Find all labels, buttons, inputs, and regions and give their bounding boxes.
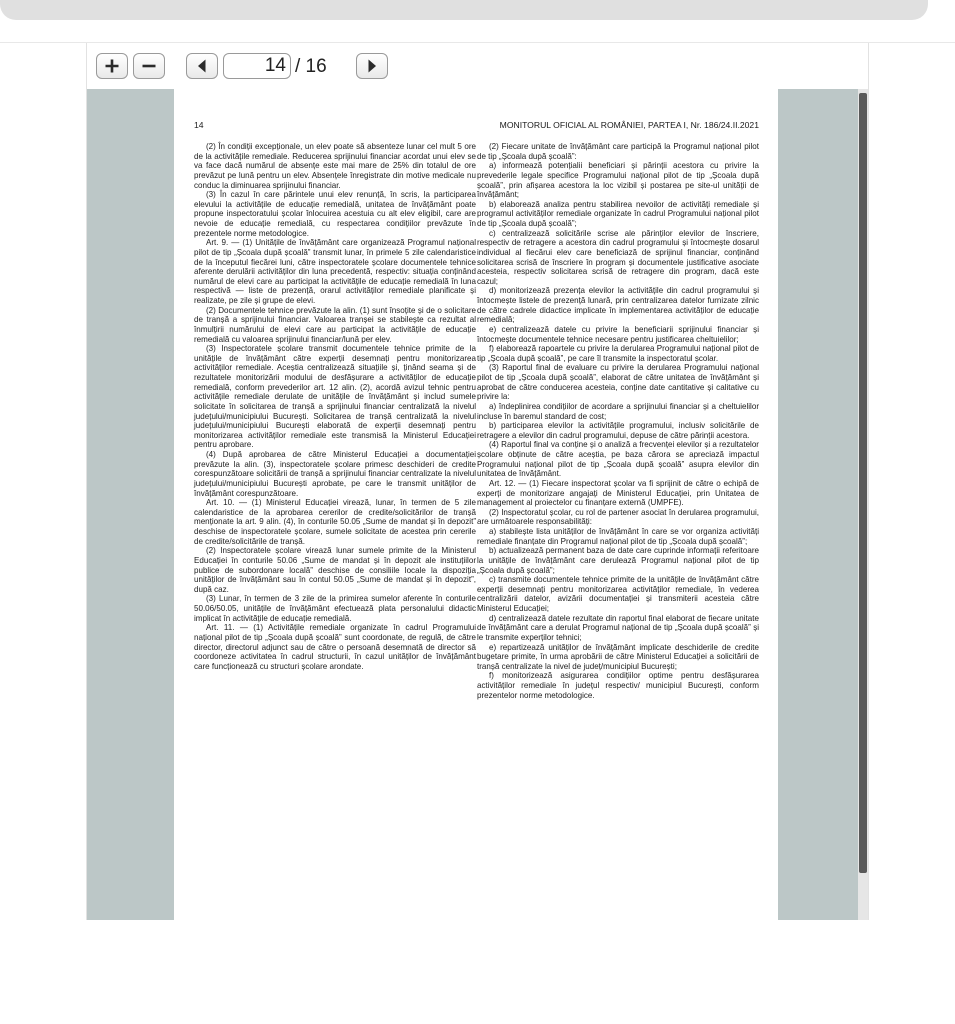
- paragraph: (3) Raportul final de evaluare cu privire la derularea Programului național pilot de tip „Școala după școală”, elaborat de către unitatea de învățământ și aprobat de către conducerea acesteia, conține date cantitative și calitative cu privire la:: [477, 363, 759, 402]
- triangle-right-icon: [365, 58, 379, 74]
- paragraph: Art. 9. — (1) Unitățile de învățământ care organizează Programul național pilot de tip „Școala după școală” transmit lunar, în primele 5 zile calendaristice de la începutul fiecărei luni, către inspectoratele școlare documentele tehnice aferente derulării activităților din luna precedentă, respectiv: situația conținând numărul de elevi care au participat la activitățile de educație remedială în luna respectivă — liste de prezență, orarul activităților remediale planificate și realizate, pe zile și grupe de elevi.: [194, 238, 476, 305]
- paragraph: (2) Inspectoratele școlare virează lunar sumele primite de la Ministerul Educației în conturile 50.06 „Sume de mandat și în depozit ale instituțiilor publice de subordonare locală” deschise de consiliile locale la dispoziția unităților de învățământ sau în contul 50.05 „Sume de mandat și în depozit”, după caz.: [194, 546, 476, 594]
- paragraph: e) repartizează unităților de învățământ implicate deschiderile de credite bugetare primite, în urma aprobării de către Ministerul Educației a solicitării de tranșă centralizate la nivel de județ/municipiul București;: [477, 642, 759, 671]
- page-header-title: MONITORUL OFICIAL AL ROMÂNIEI, PARTEA I, Nr. 186/24.II.2021: [499, 120, 759, 130]
- left-text-column: [194, 142, 476, 671]
- paragraph: c) centralizează solicitările scrise ale părinților elevilor de înscriere, respectiv de retragere a acestora din cadrul programului și întocmește dosarul individual al fiecărui elev care beneficiază de sprijinul financiar, conținând solicitarea scrisă de înscriere în program și documentele justificative asociate acesteia, respectiv solicitarea scrisă de retragere din program, dacă este cazul;: [477, 228, 759, 286]
- paragraph: d) monitorizează prezența elevilor la activitățile din cadrul programului și întocmește listele de prezență lunară, prin centralizarea datelor furnizate zilnic de către cadrele didactice implicate în implementarea activităților de educație remedială;: [477, 286, 759, 325]
- paragraph: a) îndeplinirea condițiilor de acordare a sprijinului financiar și a cheltuielilor incluse în baremul standard de cost;: [477, 401, 759, 421]
- paragraph: d) centralizează datele rezultate din raportul final elaborat de fiecare unitate de învățământ care a derulat Programul național de tip „Școala după școală” și le transmite experților tehnici;: [477, 613, 759, 642]
- zoom-in-button[interactable]: [96, 53, 128, 79]
- pdf-toolbar: [87, 43, 868, 89]
- page-number: 14: [194, 120, 204, 130]
- pdf-viewer: [86, 43, 869, 920]
- paragraph: (2) Inspectoratul școlar, cu rol de partener asociat în derularea programului, are următoarele responsabilități:: [477, 507, 759, 527]
- paragraph: (3) Lunar, în termen de 3 zile de la primirea sumelor aferente în conturile 50.06/50.05, unitățile de învățământ efectuează plata personalului didactic implicat în activitățile de educație remedială.: [194, 594, 476, 623]
- paragraph: e) centralizează datele cu privire la beneficiarii sprijinului financiar și întocmește documentele tehnice necesare pentru justificarea cheltuielilor;: [477, 324, 759, 344]
- paragraph: Art. 10. — (1) Ministerul Educației virează, lunar, în termen de 5 zile calendaristice de la aprobarea cererilor de credite/solicitărilor de tranșă menționate la art. 9 alin. (4), în conturile 50.05 „Sume de mandat și în depozit” deschise de inspectoratele școlare, sumele solicitate de acestea prin cererile de credite/solicitările de tranșă.: [194, 498, 476, 546]
- document-canvas: [87, 89, 868, 920]
- paragraph: (3) Inspectoratele școlare transmit documentele tehnice primite de la unitățile de învățământ către experții desemnați pentru monitorizarea activităților remediale. Aceștia centralizează situațiile și, ținând seama și de rezultatele monitorizării modului de desfășurare a activităților de educație remedială, conform prevederilor art. 12 alin. (2), acordă avizul tehnic pentru activitățile remediale derulate de unitățile de învățământ și includ sumele solicitate în solicitarea de tranșă a sprijinului financiar centralizată la nivelul județului/municipiului București. Solicitarea de tranșă centralizată la nivelul județului/municipiului București elaborată de experții desemnați pentru monitorizarea activităților remediale este transmisă la Ministerul Educației pentru aprobare.: [194, 344, 476, 450]
- paragraph: b) elaborează analiza pentru stabilirea nevoilor de activități remediale și programul activităților remediale organizate în cadrul Programului național pilot de tip „Școala după școală”;: [477, 199, 759, 228]
- next-page-button[interactable]: [356, 53, 388, 79]
- minus-icon: [141, 58, 157, 74]
- paragraph: Art. 12. — (1) Fiecare inspectorat școlar va fi sprijinit de către o echipă de experți de monitorizare angajați de Ministerul Educației, prin Unitatea de management al proiectelor cu finanțare externă (UMPFE).: [477, 478, 759, 508]
- paragraph: (2) Fiecare unitate de învățământ care participă la Programul național pilot de tip „Școala după școală”:: [477, 142, 759, 161]
- paragraph: (2) În condiții excepționale, un elev poate să absenteze lunar cel mult 5 ore de la activitățile remediale. Reducerea sprijinului financiar acordat unui elev se va face dacă numărul de absențe este mai mare de 25% din totalul de ore prevăzut pe lună pentru un elev. Absențele înregistrate din motive medicale nu conduc la diminuarea sprijinului financiar.: [194, 142, 476, 190]
- page-header: [194, 120, 759, 132]
- document-page: [174, 89, 778, 920]
- page-total-label: / 16: [295, 56, 327, 77]
- zoom-out-button[interactable]: [133, 53, 165, 79]
- paragraph: b) participarea elevilor la activitățile programului, inclusiv solicitările de retragere a elevilor din cadrul programului, depuse de către părinții acestora.: [477, 421, 759, 440]
- browser-top-bar: [0, 0, 928, 20]
- previous-page-button[interactable]: [186, 53, 218, 79]
- scrollbar-thumb[interactable]: [859, 93, 867, 873]
- current-page-input[interactable]: 14: [223, 53, 291, 79]
- paragraph: b) actualizează permanent baza de date care cuprinde informații referitoare la unitățile de învățământ care derulează Programul național pilot de tip „Școala după școală”;: [477, 546, 759, 575]
- paragraph: c) transmite documentele tehnice primite de la unitățile de învățământ către experții desemnați pentru monitorizarea activităților remediale, în vederea centralizării datelor, avizării documentației și transmiterii acesteia către Ministerul Educației;: [477, 575, 759, 613]
- paragraph: (4) După aprobarea de către Ministerul Educației a documentației prevăzute la alin. (3), inspectoratele școlare primesc deschideri de credite corespunzătoare solicitării de tranșă a sprijinului financiar centralizate la nivelul județului/municipiului București aprobate, pe care le transmit unităților de învățământ corespunzătoare.: [194, 450, 476, 498]
- paragraph: (3) În cazul în care părintele unui elev renunță, în scris, la participarea elevului la activitățile de educație remedială, unitatea de învățământ poate propune inspectoratului școlar înlocuirea acestuia cu alt elev eligibil, care are nevoie de educație remedială, cu respectarea condițiilor prevăzute în prezentele norme metodologice.: [194, 190, 476, 238]
- paragraph: (2) Documentele tehnice prevăzute la alin. (1) sunt însoțite și de o solicitare de tranșă a sprijinului financiar. Valoarea tranșei se stabilește ca rezultat al înmulțirii numărului de elevi care au participat la activitățile de educație remedială cu valoarea sprijinului financiar/lună per elev.: [194, 305, 476, 344]
- paragraph: f) elaborează rapoartele cu privire la derularea Programului național pilot de tip „Școala după școală”, pe care îl transmite la inspectoratul școlar.: [477, 344, 759, 363]
- paragraph: a) stabilește lista unităților de învățământ în care se vor organiza activități remediale finanțate din Programul național pilot de tip „Școala după școală”;: [477, 527, 759, 546]
- triangle-left-icon: [195, 58, 209, 74]
- paragraph: (4) Raportul final va conține și o analiză a frecvenței elevilor și a rezultatelor școlare obținute de către aceștia, pe baza cărora se apreciază impactul Programului național pilot de tip „Școala după școală” asupra elevilor din unitatea de învățământ.: [477, 440, 759, 479]
- plus-icon: [104, 58, 120, 74]
- right-text-column: [477, 142, 759, 700]
- paragraph: a) informează potențialii beneficiari și părinții acestora cu privire la prevederile legale specifice Programului național pilot de tip „Școala după școală”, prin afișarea acestora la loc vizibil și postarea pe site-ul unității de învățământ;: [477, 161, 759, 200]
- paragraph: Art. 11. — (1) Activitățile remediale organizate în cadrul Programului național pilot de tip „Școala după școală” sunt coordonate, de regulă, de către director, directorul adjunct sau de către o persoană desemnată de director să coordoneze activitatea în cadrul structurii, în cazul unităților de învățământ care funcționează cu structuri școlare arondate.: [194, 623, 476, 671]
- vertical-scrollbar[interactable]: [858, 89, 868, 920]
- paragraph: f) monitorizează asigurarea condițiilor optime pentru desfășurarea activităților remediale în județul respectiv/ municipiul București, conform prezentelor norme metodologice.: [477, 671, 759, 700]
